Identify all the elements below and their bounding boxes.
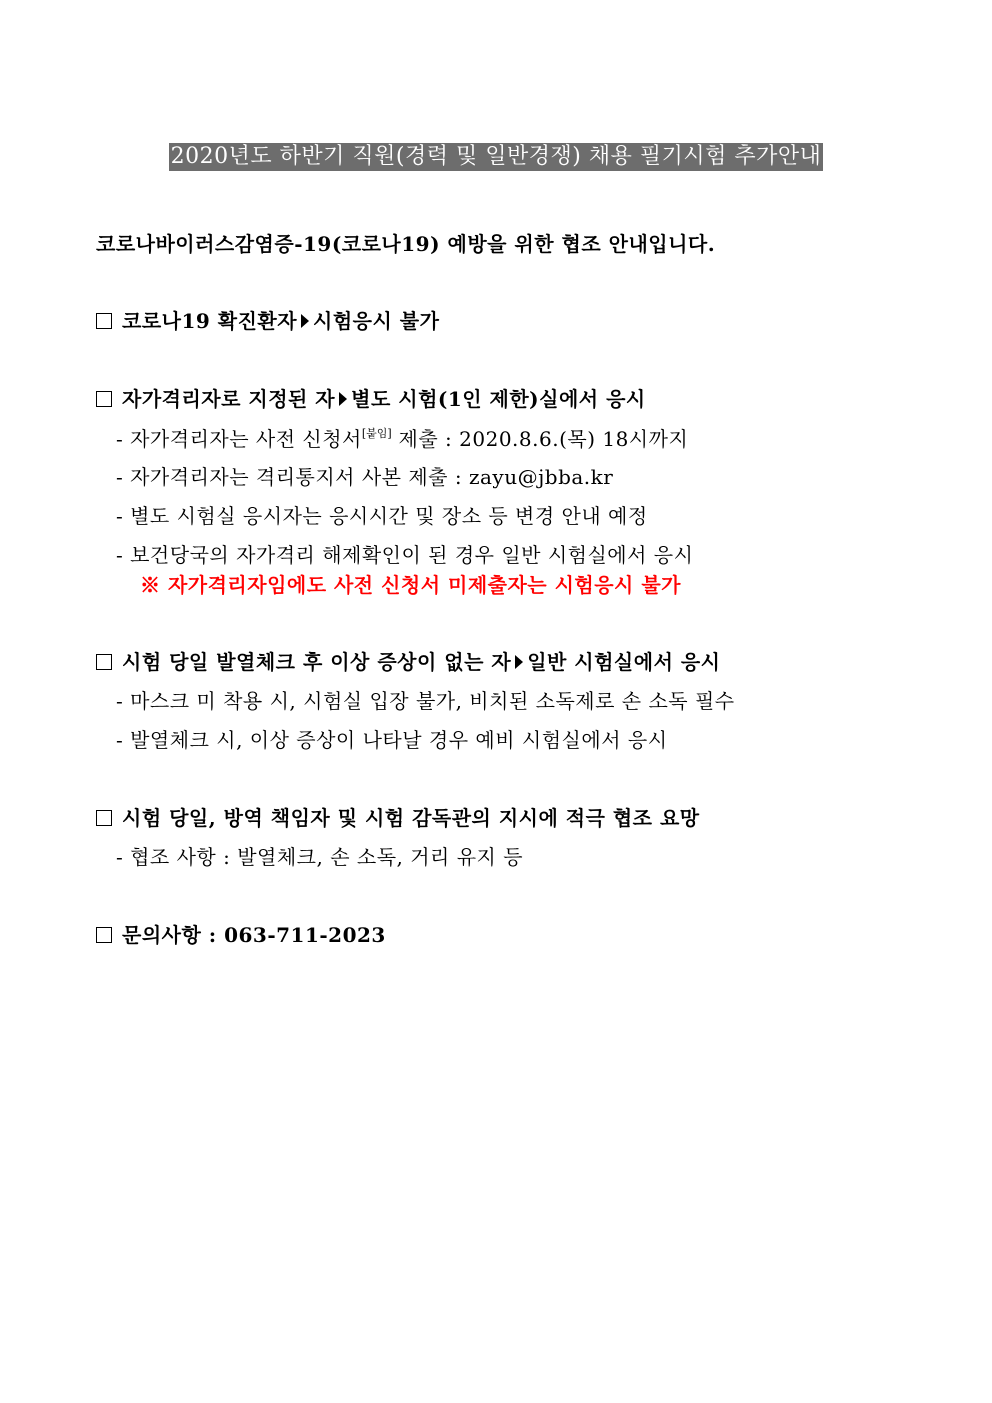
checkbox-square-icon xyxy=(96,654,112,670)
warning-note: ※ 자가격리자임에도 사전 신청서 미제출자는 시험응시 불가 xyxy=(140,573,681,597)
section-tail: 시험응시 불가 xyxy=(313,309,440,333)
list-item: - 별도 시험실 응시자는 응시시간 및 장소 등 변경 안내 예정 xyxy=(116,504,648,528)
section-fever-check xyxy=(96,646,721,675)
list-item: - 보건당국의 자가격리 해제확인이 된 경우 일반 시험실에서 응시 xyxy=(116,543,694,567)
intro-text: 코로나바이러스감염증-19(코로나19) 예방을 위한 협조 안내입니다. xyxy=(96,232,716,256)
list-item xyxy=(116,423,688,452)
list-item-text: - 자가격리자는 사전 신청서 xyxy=(116,427,362,451)
section-confirmed-patient xyxy=(96,305,439,334)
list-item: - 협조 사항 : 발열체크, 손 소독, 거리 유지 등 xyxy=(116,845,524,869)
section-tail: 일반 시험실에서 응시 xyxy=(527,650,721,674)
checkbox-square-icon xyxy=(96,810,112,826)
document-title-wrap xyxy=(0,143,992,171)
section-cooperation xyxy=(96,802,700,831)
arrow-right-icon xyxy=(301,314,309,328)
section-contact xyxy=(96,919,386,948)
list-item: - 마스크 미 착용 시, 시험실 입장 불가, 비치된 소독제로 손 소독 필수 xyxy=(116,689,735,713)
checkbox-square-icon xyxy=(96,391,112,407)
list-item: - 자가격리자는 격리통지서 사본 제출 : zayu@jbba.kr xyxy=(116,465,614,489)
checkbox-square-icon xyxy=(96,927,112,943)
arrow-right-icon xyxy=(339,392,347,406)
attachment-superscript: [붙임] xyxy=(361,427,392,440)
document-title: 2020년도 하반기 직원(경력 및 일반경쟁) 채용 필기시험 추가안내 xyxy=(170,144,822,169)
section-lead: 문의사항 : 063-711-2023 xyxy=(122,923,386,947)
arrow-right-icon xyxy=(515,655,523,669)
checkbox-square-icon xyxy=(96,313,112,329)
section-lead: 시험 당일, 방역 책임자 및 시험 감독관의 지시에 적극 협조 요망 xyxy=(122,806,700,830)
list-item: - 발열체크 시, 이상 증상이 나타날 경우 예비 시험실에서 응시 xyxy=(116,728,668,752)
section-lead: 시험 당일 발열체크 후 이상 증상이 없는 자 xyxy=(122,650,512,674)
section-self-quarantine xyxy=(96,383,646,412)
section-lead: 자가격리자로 지정된 자 xyxy=(122,387,336,411)
section-lead: 코로나19 확진환자 xyxy=(122,309,298,333)
list-item-text: 제출 : 2020.8.6.(목) 18시까지 xyxy=(391,427,689,451)
section-tail: 별도 시험(1인 제한)실에서 응시 xyxy=(351,387,646,411)
